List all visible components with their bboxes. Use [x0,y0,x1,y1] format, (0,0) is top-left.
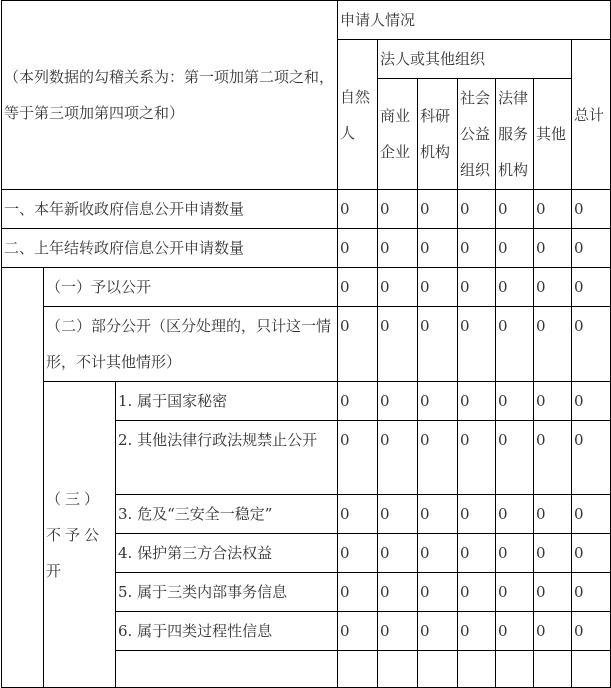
value-cell [378,651,418,688]
row-carried-over-label: 二、上年结转政府信息公开申请数量 [2,229,338,268]
relationship-note: （本列数据的勾稽关系为：第一项加第二项之和， 等于第三项加第四项之和） [2,1,338,190]
row-new-applications-label: 一、本年新收政府信息公开申请数量 [2,190,338,229]
value-cell: 0 [418,495,458,534]
value-cell: 0 [418,573,458,612]
value-cell: 0 [378,612,418,651]
value-cell: 0 [418,190,458,229]
value-cell: 0 [338,573,378,612]
value-cell [572,651,611,688]
value-cell: 0 [418,307,458,382]
value-cell: 0 [338,190,378,229]
value-cell: 0 [338,495,378,534]
value-cell: 0 [572,612,611,651]
value-cell: 0 [496,573,534,612]
value-cell: 0 [338,612,378,651]
value-cell: 0 [458,421,496,495]
value-cell: 0 [534,229,572,268]
value-cell: 0 [418,382,458,421]
value-cell: 0 [378,268,418,307]
commercial-enterprise-header: 商业企业 [378,79,418,190]
row-partially-disclosed-label: （二）部分公开（区分处理的，只计这一情形，不计其他情形） [44,307,338,382]
natural-person-header: 自然人 [338,40,378,190]
value-cell: 0 [378,382,418,421]
value-cell [418,651,458,688]
reason-label: 2. 其他法律行政法规禁止公开 [116,421,338,495]
value-cell: 0 [572,382,611,421]
section-not-disclosed-label: （三）不予公开 [44,382,116,688]
value-cell: 0 [534,307,572,382]
value-cell: 0 [458,382,496,421]
value-cell: 0 [534,612,572,651]
value-cell: 0 [338,268,378,307]
value-cell: 0 [458,268,496,307]
value-cell: 0 [496,612,534,651]
value-cell: 0 [534,495,572,534]
value-cell: 0 [572,307,611,382]
value-cell: 0 [458,495,496,534]
value-cell: 0 [418,421,458,495]
reason-label: 6. 属于四类过程性信息 [116,612,338,651]
value-cell: 0 [458,573,496,612]
reason-label: 1. 属于国家秘密 [116,382,338,421]
reason-label: 5. 属于三类内部事务信息 [116,573,338,612]
value-cell: 0 [534,421,572,495]
value-cell: 0 [496,229,534,268]
value-cell: 0 [418,229,458,268]
value-cell: 0 [458,229,496,268]
value-cell: 0 [458,534,496,573]
value-cell: 0 [458,612,496,651]
value-cell: 0 [496,307,534,382]
value-cell: 0 [572,268,611,307]
value-cell: 0 [418,268,458,307]
value-cell: 0 [378,190,418,229]
value-cell: 0 [496,421,534,495]
other-org-header: 其他 [534,79,572,190]
value-cell: 0 [378,421,418,495]
value-cell: 0 [418,612,458,651]
value-cell: 0 [572,229,611,268]
value-cell: 0 [496,268,534,307]
value-cell: 0 [572,495,611,534]
value-cell: 0 [458,307,496,382]
value-cell: 0 [496,190,534,229]
value-cell [338,651,378,688]
total-header: 总计 [572,40,611,190]
social-welfare-org-header: 社会公益组织 [458,79,496,190]
value-cell: 0 [338,421,378,495]
value-cell: 0 [534,573,572,612]
reason-label: 3. 危及“三安全一稳定” [116,495,338,534]
applicant-situation-header: 申请人情况 [338,1,611,40]
value-cell: 0 [572,573,611,612]
value-cell: 0 [378,229,418,268]
value-cell: 0 [378,573,418,612]
value-cell: 0 [572,534,611,573]
value-cell: 0 [338,229,378,268]
value-cell: 0 [496,495,534,534]
value-cell [458,651,496,688]
value-cell: 0 [496,382,534,421]
value-cell [496,651,534,688]
research-institution-header: 科研机构 [418,79,458,190]
value-cell: 0 [496,534,534,573]
value-cell: 0 [378,495,418,534]
handling-result-blank-cell [2,268,44,688]
reason-label: 4. 保护第三方合法权益 [116,534,338,573]
value-cell: 0 [378,534,418,573]
value-cell: 0 [418,534,458,573]
reason-label [116,651,338,688]
value-cell: 0 [378,307,418,382]
disclosure-statistics-table [1,0,611,688]
value-cell: 0 [572,190,611,229]
value-cell: 0 [572,421,611,495]
value-cell: 0 [338,534,378,573]
value-cell: 0 [534,382,572,421]
value-cell [534,651,572,688]
value-cell: 0 [458,190,496,229]
legal-service-org-header: 法律服务机构 [496,79,534,190]
value-cell: 0 [534,268,572,307]
row-disclosed-label: （一）予以公开 [44,268,338,307]
legal-org-header: 法人或其他组织 [378,40,572,79]
value-cell: 0 [338,382,378,421]
value-cell: 0 [534,190,572,229]
value-cell: 0 [338,307,378,382]
value-cell: 0 [534,534,572,573]
